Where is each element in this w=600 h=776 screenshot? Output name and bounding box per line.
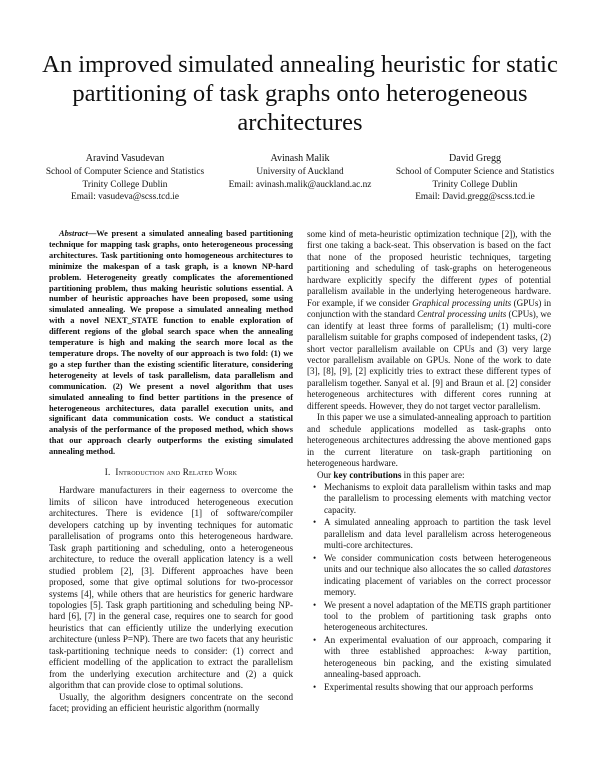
list-item-text: Experimental results showing that our approach performs [324,681,534,692]
emphasis: Graphical processing units [412,297,512,308]
author-email: Email: vasudeva@scss.tcd.ie [71,192,179,203]
paper-title: An improved simulated annealing heuristic for static partitioning of task graphs onto heterogeneous architectures [42,51,558,136]
list-item [307,482,551,516]
list-item-text: We consider communication costs between heterogeneous units and our technique also allocates the so called [324,552,551,575]
body-paragraph-1 [307,229,551,412]
author-institution: Trinity College Dublin [82,179,168,190]
list-item-text: A simulated annealing approach to partition the task level parallelism and data level parallelism across heterogeneous multi-core architectures. [324,517,551,551]
list-item-text: An experimental evaluation of our approach, comparing it with three established approaches: [324,634,551,657]
text-run: (CPUs), we can identify at least three forms of parallelism; (1) multi-core parallelism suitable for graphs composed of independent tasks, (2) short vector parallelism available on CPUs and (3) very large vector parallelism available on GPUs. None of the work to date [3], [8], [9], [2] explicitly tries to extract these different types of parallelism together. Sanyal et al. [9] and Braun et al. [2] consider heterogeneous architectures with different cores running at different speeds. However, they do not target vector parallelism. [307,309,551,411]
text-run: Our [317,469,334,480]
list-item [307,517,551,551]
list-item [307,635,551,681]
author-1 [30,153,220,204]
text-run: (GPUs) in conjunction with the standard [307,297,551,320]
emphasis: Central processing units [417,309,507,320]
bullet-icon: • [313,552,317,563]
list-item [307,553,551,599]
list-item-text: indicating placement of variables on the correct processor memory. [324,575,551,598]
left-column [49,229,293,715]
list-item [307,682,551,693]
bold-text: key contributions [333,469,402,480]
abstract-text: —We present a simulated annealing based partitioning technique for mapping task graphs, onto heterogeneous processing architectures. Task partitioning onto homogeneous architectures to minimize the makespan of a task graph, is a known NP-hard problem. Heterogeneity greatly complicates the aforementioned partitioning problem, thus making heuristic solutions essential. A number of heuristic approaches have been proposed, some using simulated annealing. We propose a simulated annealing method with a novel NEXT_STATE function to enable exploration of different regions of the global search space when the annealing temperature is high and making the search more local as the temperature drops. The novelty of our approach is two fold: (1) we go a step further than the existing scientific literature, considering heterogeneity at levels of task parallelism, data parallelism and communication. (2) We present a novel algorithm that uses simulated annealing to find better partitions in the presence of heterogeneous architectures, data parallel execution units, and significant data communication costs. We conduct a statistical analysis of the performance of the proposed method, which shows that our approach clearly outperforms the existing simulated annealing method. [49,229,293,457]
abstract [49,229,293,458]
list-item [307,600,551,634]
body-paragraph-2: In this paper we use a simulated-annealing approach to partition and schedule applications modelled as task-graphs onto heterogeneous architectures addressing the above mentioned gaps in the current literature on task-graph partitioning on heterogeneous hardware. [307,412,551,469]
list-item-text: We present a novel adaptation of the METIS graph partitioner tool to the problem of partitioning task graphs onto heterogeneous architectures. [324,599,551,633]
author-affiliation: School of Computer Science and Statistics [395,167,555,178]
emphasis: k [484,646,490,657]
abstract-label: Abstract [59,229,88,238]
bullet-icon: • [313,517,317,528]
section-numeral: I. [104,467,111,478]
contributions-list [307,482,551,693]
bullet-icon: • [313,481,317,492]
section-title: Introduction and Related Work [115,467,238,478]
author-name: Aravind Vasudevan [85,153,165,164]
author-affiliation: University of Auckland [256,167,344,178]
emphasis: datastores [513,564,551,575]
author-name: David Gregg [449,153,501,164]
emphasis: types [478,274,498,285]
text-run: of potential parallelism available in the underlying heterogeneous hardware. For example, if we consider [307,274,551,308]
bullet-icon: • [313,681,317,692]
list-item-text: Mechanisms to exploit data parallelism within tasks and map the parallelism to processing elements with matching vector capacity. [324,481,551,515]
author-email: Email: David.gregg@scss.tcd.ie [415,192,535,203]
author-institution: Trinity College Dublin [432,179,518,190]
intro-paragraph-2: Usually, the algorithm designers concentrate on the second facet; providing an efficient heuristic algorithm (normally [49,691,293,714]
right-column [307,229,551,694]
author-email: Email: avinash.malik@auckland.ac.nz [228,179,372,190]
section-heading [49,467,293,478]
list-item-text: -way partition, heterogeneous bin packing, and the existing simulated annealing-based approach. [324,646,551,680]
author-block [30,153,570,203]
author-name: Avinash Malik [270,153,330,164]
intro-paragraph-1: Hardware manufacturers in their eagerness to overcome the limits of silicon have introduced heterogeneous execution architectures. There is evidence [1] of software/compiler developers catching up by inventing techniques for automatic parallelisation of programs onto this heterogeneous hardware. Task graph partitioning and scheduling, onto a heterogeneous architecture, to reduce the overall application latency is a well studied problem [2], [3]. Different approaches have been proposed, some that give optimal solutions for two-processor systems [4], while others that are heuristics for generic hardware topologies [5]. Task graph partitioning and scheduling being NP-hard [6], [7] in the general case, requires one to search for good heuristics that can efficiently utilize the underlying execution architecture (unless P=NP). There are two facets that any heuristic task-partitioning technique needs to consider: (1) correct and efficient modelling of the application to extract the parallelism from the underlying execution architecture and (2) a quick algorithm that can provide close to optimal solutions. [49,485,293,691]
author-3 [380,153,570,204]
text-run: in this paper are: [401,469,465,480]
bullet-icon: • [313,599,317,610]
bullet-icon: • [313,634,317,645]
contributions-intro [307,470,551,481]
author-affiliation: School of Computer Science and Statistics [45,167,205,178]
text-run: some kind of meta-heuristic optimization technique [2]), with the first one taking a back-seat. This observation is based on the fact that none of the proposed heuristic techniques, targeting partitioning and scheduling of task-graphs on heterogeneous hardware explicitly specify the different [307,229,551,285]
author-2 [205,153,395,191]
